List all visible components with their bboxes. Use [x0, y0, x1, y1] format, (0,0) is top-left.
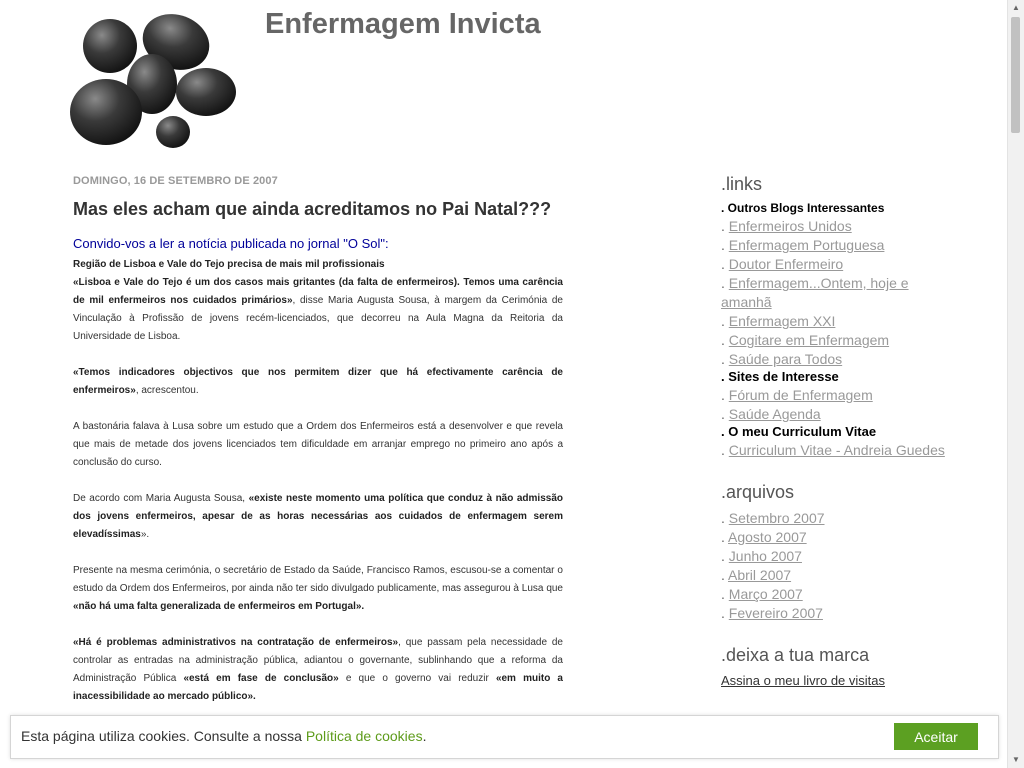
- post-column: [73, 170, 563, 724]
- link-cogitare-em-enfermagem[interactable]: Cogitare em Enfermagem: [728, 332, 890, 348]
- sidebar: [721, 174, 961, 712]
- list-item: . Setembro 2007: [721, 510, 825, 526]
- list-item: . Cogitare em Enfermagem: [721, 332, 890, 348]
- paragraph-2: «Temos indicadores objectivos que nos permitem dizer que há efectivamente carência de enfermeiros», acrescentou.: [73, 367, 563, 397]
- link-enfermagem-portuguesa[interactable]: Enfermagem Portuguesa: [728, 237, 885, 253]
- list-item: . Fórum de Enfermagem: [721, 387, 873, 403]
- post-subtitle: Região de Lisboa e Vale do Tejo precisa de mais mil profissionais: [73, 259, 385, 271]
- cookie-message: Esta página utiliza cookies. Consulte a nossa Política de cookies.: [21, 728, 427, 744]
- list-item: . Doutor Enfermeiro: [721, 256, 844, 272]
- list-item: . Enfermagem...Ontem, hoje e amanhã: [721, 275, 909, 310]
- link-enfermagem-xxi[interactable]: Enfermagem XXI: [728, 313, 836, 329]
- archive-setembro-2007[interactable]: Setembro 2007: [728, 510, 825, 526]
- archive-agosto-2007[interactable]: Agosto 2007: [728, 529, 807, 545]
- archive-abril-2007[interactable]: Abril 2007: [728, 567, 792, 583]
- list-item: . Enfermagem XXI: [721, 313, 836, 329]
- links-group-sites: . Sites de Interesse: [721, 369, 839, 384]
- link-saude-agenda[interactable]: Saúde Agenda: [728, 406, 821, 422]
- link-curriculum-vitae[interactable]: Curriculum Vitae - Andreia Guedes: [728, 442, 945, 458]
- post-intro: Convido-vos a ler a notícia publicada no jornal "O Sol":: [73, 235, 389, 251]
- paragraph-5: Presente na mesma cerimónia, o secretário de Estado da Saúde, Francisco Ramos, escusou-se a comentar o estudo da Ordem dos Enfermeiros, por ainda não ter sido divulgado publicamente, mas assegurou à Lusa que «não há uma falta generalizada de enfermeiros em Portugal».: [73, 565, 563, 613]
- link-saude-para-todos[interactable]: Saúde para Todos: [728, 351, 843, 367]
- list-item: . Agosto 2007: [721, 529, 807, 545]
- archives-section: [721, 482, 961, 623]
- stones-logo: [68, 12, 240, 154]
- guestbook-link[interactable]: Assina o meu livro de visitas: [721, 673, 886, 688]
- blogs-list: [721, 217, 961, 369]
- post-body: [73, 256, 563, 706]
- archive-fevereiro-2007[interactable]: Fevereiro 2007: [728, 605, 823, 621]
- archives-list: [721, 509, 961, 623]
- list-item: . Saúde Agenda: [721, 406, 821, 422]
- paragraph-4: De acordo com Maria Augusta Sousa, «existe neste momento uma política que conduz à não admissão dos jovens enfermeiros, apesar de as horas necessárias aos cuidados de enfermagem serem elevadíssimas».: [73, 493, 563, 541]
- list-item: . Enfermagem Portuguesa: [721, 237, 885, 253]
- cookie-banner: [10, 715, 999, 759]
- links-section: [721, 174, 961, 460]
- paragraph-6: «Há é problemas administrativos na contratação de enfermeiros», que passam pela necessidade de controlar as entradas na administração pública, adiantou o governante, sublinhando que a reforma da Administração Pública «está em fase de conclusão» e que o governo vai reduzir «em muito a inacessibilidade ao mercado público».: [73, 637, 563, 703]
- archives-heading: .arquivos: [721, 482, 795, 502]
- post-title[interactable]: Mas eles acham que ainda acreditamos no Pai Natal???: [73, 199, 552, 219]
- list-item: . Março 2007: [721, 586, 803, 602]
- link-doutor-enfermeiro[interactable]: Doutor Enfermeiro: [728, 256, 844, 272]
- list-item: . Enfermeiros Unidos: [721, 218, 852, 234]
- scroll-down-arrow-icon[interactable]: ▼: [1012, 755, 1020, 764]
- link-forum-de-enfermagem[interactable]: Fórum de Enfermagem: [728, 387, 873, 403]
- archive-junho-2007[interactable]: Junho 2007: [728, 548, 802, 564]
- list-item: . Saúde para Todos: [721, 351, 843, 367]
- vertical-scrollbar[interactable]: [1007, 0, 1024, 768]
- links-group-blogs: . Outros Blogs Interessantes: [721, 201, 885, 215]
- links-heading: .links: [721, 174, 763, 194]
- list-item: . Fevereiro 2007: [721, 605, 823, 621]
- archive-marco-2007[interactable]: Março 2007: [728, 586, 803, 602]
- blog-title[interactable]: Enfermagem Invicta: [265, 8, 541, 40]
- list-item: . Curriculum Vitae - Andreia Guedes: [721, 442, 945, 458]
- post-date: DOMINGO, 16 DE SETEMBRO DE 2007: [73, 175, 278, 187]
- link-enfermeiros-unidos[interactable]: Enfermeiros Unidos: [728, 218, 852, 234]
- link-enfermagem-ontem-hoje-amanha[interactable]: Enfermagem...Ontem, hoje e amanhã: [721, 275, 909, 310]
- guestbook-section: [721, 645, 961, 690]
- paragraph-3: A bastonária falava à Lusa sobre um estudo que a Ordem dos Enfermeiros está a desenvolver e que revela que mais de metade dos jovens licenciados tem dificuldade em arranjar emprego no primeiro ano após a conclusão do curso.: [73, 421, 563, 469]
- links-group-cv: . O meu Curriculum Vitae: [721, 424, 877, 439]
- list-item: . Junho 2007: [721, 548, 802, 564]
- sites-list: [721, 386, 961, 424]
- list-item: . Abril 2007: [721, 567, 792, 583]
- accept-cookies-button[interactable]: Aceitar: [894, 723, 978, 750]
- guestbook-heading: .deixa a tua marca: [721, 645, 870, 665]
- scrollbar-thumb[interactable]: [1011, 17, 1020, 133]
- scroll-up-arrow-icon[interactable]: ▲: [1012, 3, 1020, 12]
- cv-list: [721, 441, 961, 460]
- cookie-policy-link[interactable]: Política de cookies: [305, 728, 423, 744]
- paragraph-1: «Lisboa e Vale do Tejo é um dos casos mais gritantes (da falta de enfermeiros). Temos uma carência de mil enfermeiros nos cuidados primários», disse Maria Augusta Sousa, à margem da Cerimónia de Vinculação à Profissão de jovens recém-licenciados, que decorreu na Aula Magna da Reitoria da Universidade de Lisboa.: [73, 277, 563, 343]
